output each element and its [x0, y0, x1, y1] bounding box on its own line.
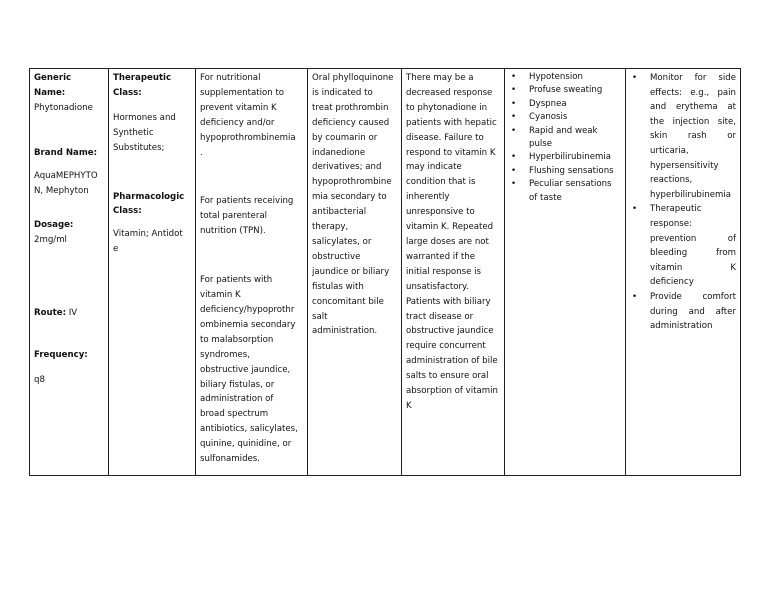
nursing-item: • Provide comfort during and after administration — [630, 290, 736, 334]
side-effect-item: • Profuse sweating — [509, 84, 621, 97]
indications-cell — [196, 69, 308, 476]
drug-identification-cell — [30, 69, 109, 476]
nursing-item: • Monitor for side effects: e.g., pain and erythema at the injection site, skin rash or urticaria, hypersensitivity reactions, hyperbilirubinemia — [630, 71, 736, 202]
therapeutic-class-value: Hormones and Synthetic Substitutes; — [113, 112, 176, 153]
drug-card-table — [29, 68, 741, 476]
contraindications-text: There may be a decreased response to phytonadione in patients with hepatic disease. Failure to respond to vitamin K may indicate condition that is inherently unresponsive to vitamin K. Repeated large doses are not warranted if the initial response is unsatisfactory. Patients with biliary tract disease or obstructive jaundice require concurrent administration of bile salts to ensure oral absorption of vitamin K — [406, 73, 498, 411]
brand-name-label: Brand Name: — [34, 147, 98, 158]
route-value: IV — [66, 308, 78, 319]
dosage-label: Dosage: — [34, 220, 74, 231]
contraindications-cell — [402, 69, 505, 476]
pharmacologic-class-label: Pharmacologic Class: — [113, 191, 185, 217]
route-label: Route: — [34, 308, 67, 319]
generic-name-value: Phytonadione — [34, 102, 93, 113]
mechanism-cell — [308, 69, 402, 476]
nursing-responsibilities-list — [630, 71, 736, 334]
side-effect-item: • Peculiar sensations of taste — [509, 178, 621, 205]
nursing-item: • Therapeutic response: prevention of bleeding from vitamin K deficiency — [630, 202, 736, 290]
indication-paragraph-2: For patients receiving total parenteral nutrition (TPN). — [200, 196, 294, 237]
mechanism-text: Oral phylloquinone is indicated to treat prothrombin deficiency caused by coumarin or indanedione derivatives; and hypoprothrombine mia secondary to antibacterial therapy, salicylates, or obstructive jaundice or biliary fistulas with concomitant bile salt administration. — [312, 73, 394, 337]
dosage-value: 2mg/ml — [34, 235, 67, 246]
side-effects-cell — [505, 69, 626, 476]
side-effect-item: • Hyperbilirubinemia — [509, 151, 621, 164]
nursing-responsibilities-cell — [626, 69, 741, 476]
side-effect-item: • Dyspnea — [509, 98, 621, 111]
drug-class-cell — [109, 69, 196, 476]
side-effect-item: • Flushing sensations — [509, 165, 621, 178]
side-effect-item: • Cyanosis — [509, 111, 621, 124]
frequency-value: q8 — [34, 375, 45, 386]
brand-name-value: AquaMEPHYTO N, Mephyton — [34, 170, 98, 196]
side-effect-item: • Rapid and weak pulse — [509, 125, 621, 152]
pharmacologic-class-value: Vitamin; Antidot e — [113, 229, 183, 255]
generic-name-label: Generic Name: — [34, 73, 72, 98]
indication-paragraph-1: For nutritional supplementation to prevent vitamin K deficiency and/or hypoprothrombinemia . — [200, 73, 296, 158]
indication-paragraph-3: For patients with vitamin K deficiency/hypoprothr ombinemia secondary to malabsorption syndromes, obstructive jaundice, biliary fistulas, or administration of broad spectrum antibiotics, salicylates, quinine, quinidine, or sulfonamides. — [200, 275, 298, 465]
side-effect-item: • Hypotension — [509, 71, 621, 84]
therapeutic-class-label: Therapeutic Class: — [113, 73, 172, 98]
side-effects-list — [509, 71, 621, 205]
frequency-label: Frequency: — [34, 350, 88, 361]
